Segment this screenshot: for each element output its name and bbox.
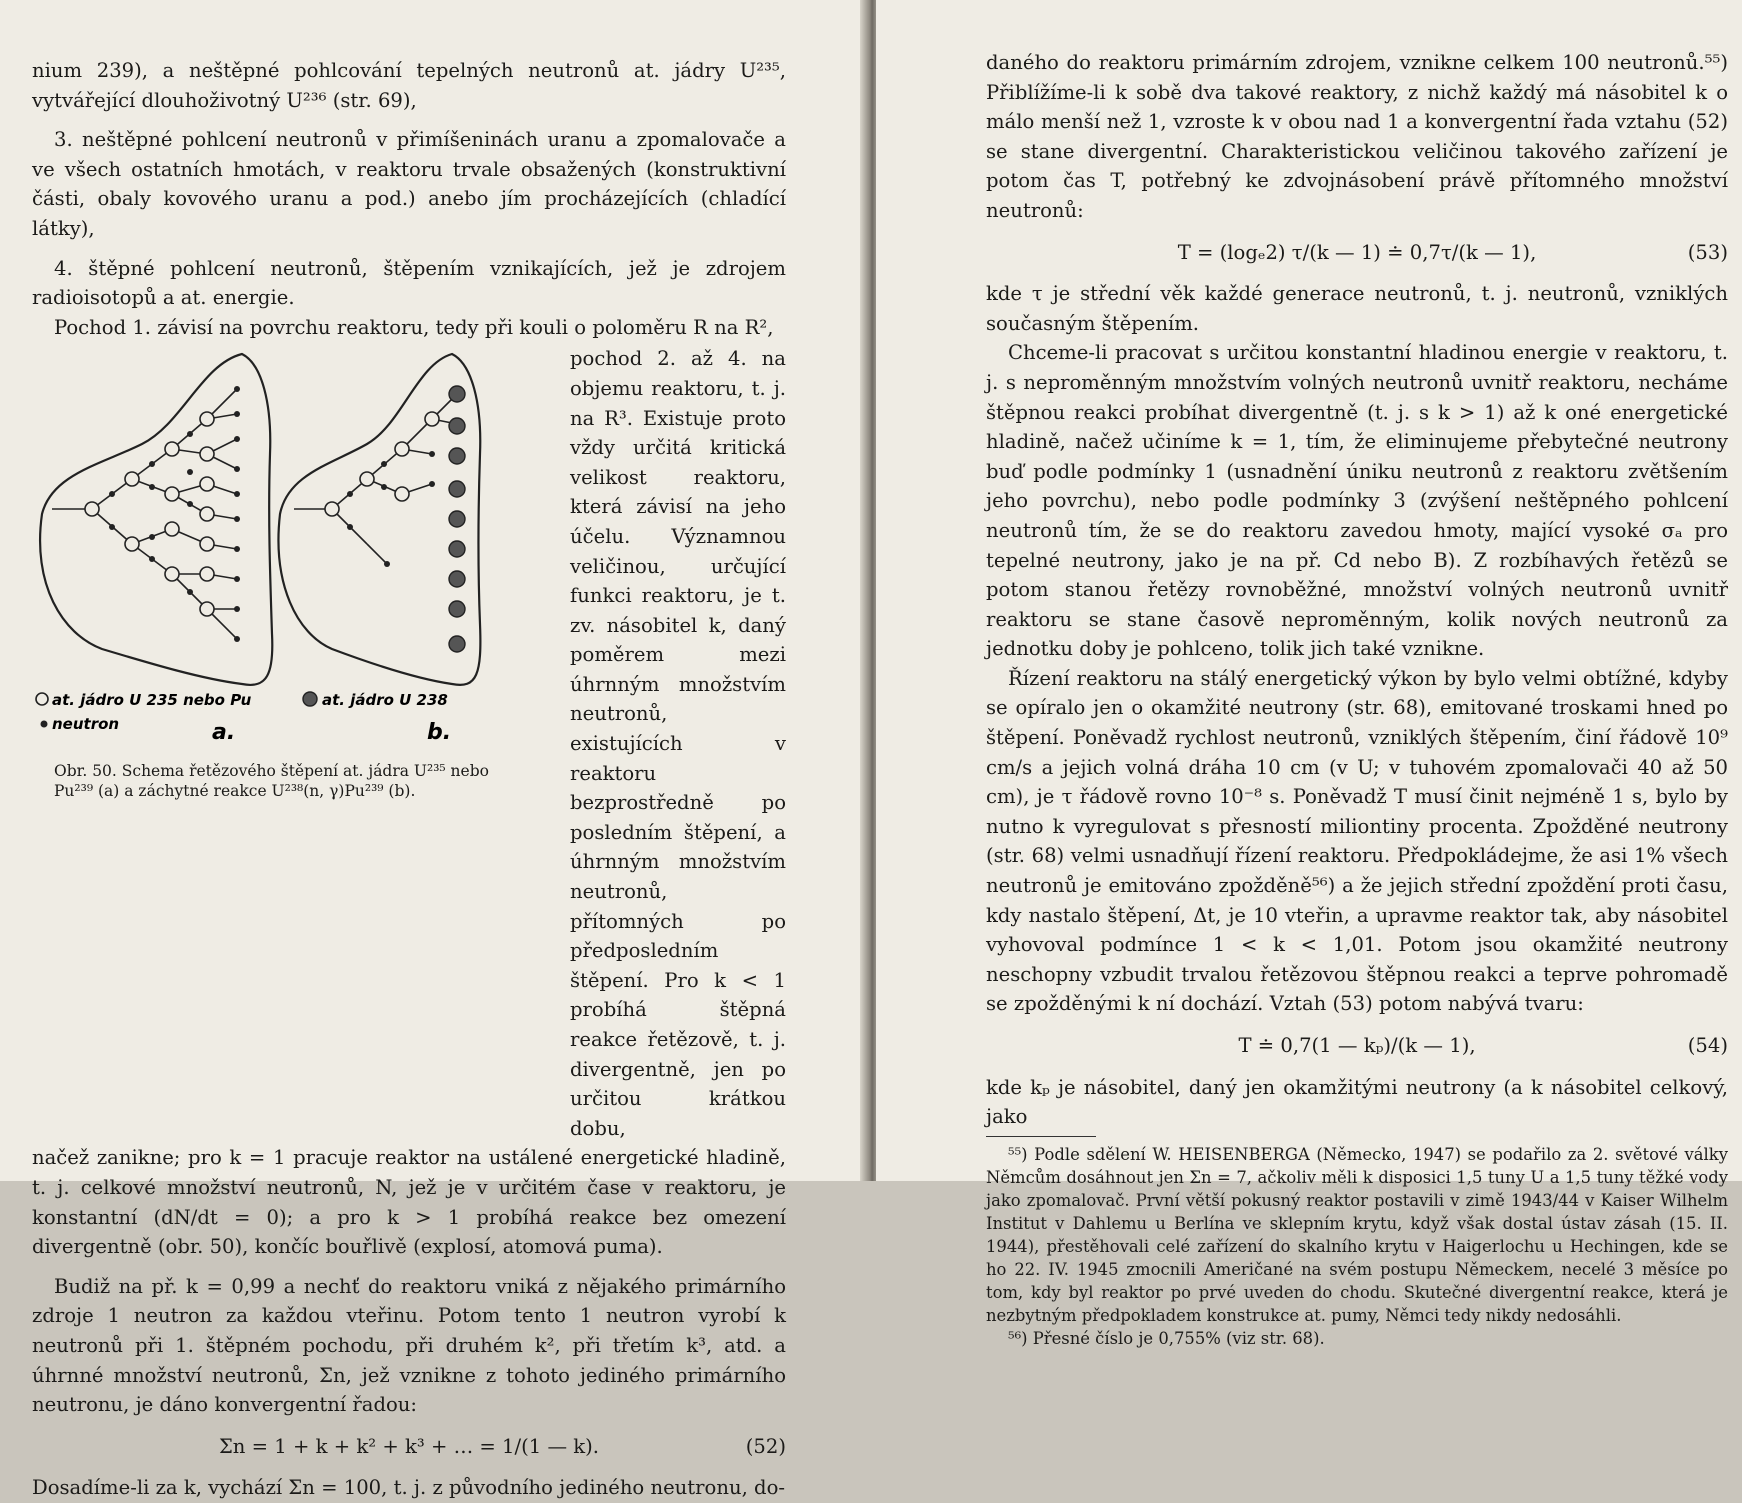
left-paragraph-2: 3. neštěpné pohlcení neutronů v přimíšeninách uranu a zpomalovače a ve všech ostatních hmotách, v reaktoru trvale obsažených (konstruktivní části, obaly kovového uranu a pod.) anebo jím procházejících (chladící látky),: [32, 128, 786, 240]
right-paragraph-1: daného do reaktoru primárním zdrojem, vznikne celkem 100 neutronů.⁵⁵) Přiblížíme-li k sobě dva takové reaktory, z nichž každý má násobitel k o málo menší než 1, vzroste k v obou nad 1 a konvergentní řada vztahu (52) se stane divergentní. Charakteristickou veličinou takového zařízení je potom čas T, potřebný ke zdvojnásobení právě přítomného množství neutronů:: [986, 51, 1728, 222]
left-paragraph-1: nium 239), a neštěpné pohlcování tepelných neutronů at. jádry U²³⁵, vytvářející dlouhoživotný U²³⁶ (str. 69),: [32, 59, 786, 112]
equation-53: [986, 238, 1728, 268]
right-paragraph-2: kde τ je střední věk každé generace neutronů, t. j. neutronů, vzniklých současným štěpením.: [986, 282, 1728, 335]
left-paragraph-7: Dosadíme-li za k, vychází Σn = 100, t. j. z původního jediného neutronu, do-: [32, 1476, 785, 1500]
right-page: [876, 0, 1742, 1348]
left-paragraph-4: Pochod 1. závisí na povrchu reaktoru, tedy při kouli o poloměru R na R²,: [54, 315, 774, 339]
figure-caption: Obr. 50. Schema řetězového štěpení at. jádra U²³⁵ nebo Pu²³⁹ (a) a záchytné reakce U²³⁸(n, γ)Pu²³⁹ (b).: [54, 761, 489, 800]
legend-open-circle-icon: [36, 693, 48, 705]
footnote-56: ⁵⁶) Přesné číslo je 0,755% (viz str. 68).: [1008, 1328, 1325, 1348]
equation-52-number: (52): [745, 1434, 786, 1458]
right-paragraph-4: Řízení reaktoru na stálý energetický výkon by bylo velmi obtížné, kdyby se opíralo jen o okamžité neutrony (str. 68), emitované troskami hned po štěpení. Poněvadž rychlost neutronů, vzniklých štěpením, činí řádově 10⁹ cm/s a jejich volná dráha 10 cm (v U; v tuhovém zpomalovači 40 až 50 cm), je τ řádově rovno 10⁻⁸ s. Poněvadž T musí činit nejméně 1 s, bylo by nutno k vyregulovat s přesností miliontiny procenta. Zpožděné neutrony (str. 68) velmi usnadňují řízení reaktoru. Předpokládejme, že asi 1% všech neutronů je emitováno zpožděně⁵⁶) a že jejich střední zpoždění proti času, kdy nastalo štěpení, Δt, je 10 vteřin, a upravme reaktor tak, aby násobitel vyhovoval podmínce 1 < k < 1,01. Potom jsou okamžité neutrony neschopny vzbudit trvalou řetězovou štěpnou reakci a teprve pohromadě se zpožděnými k ní dochází. Vztah (53) potom nabývá tvaru:: [986, 666, 1728, 1016]
left-page: [0, 0, 866, 1500]
figure-label-a: a.: [212, 720, 236, 746]
footnotes: [986, 1143, 1728, 1350]
equation-54-number: (54): [1687, 1034, 1728, 1057]
figure-label-b: b.: [427, 720, 452, 746]
left-side-paragraph: pochod 2. až 4. na objemu reaktoru, t. j. na R³. Existuje proto vždy určitá kritická velikost reaktoru, která závisí na jeho účelu. Významnou veličinou, určující funkci reaktoru, je t. zv. násobitel k, daný poměrem mezi úhrnným množstvím neutronů, existujících v reaktoru bezprostředně po posledním štěpení, a úhrnným množstvím neutronů, přítomných po předposledním štěpení. Pro k < 1 probíhá štěpná reakce řetězově, t. j. divergentně, jen po určitou krátkou dobu,: [570, 347, 786, 1140]
equation-53-text: T = (logₑ2) τ/(k — 1) ≐ 0,7τ/(k — 1),: [1177, 240, 1537, 264]
equation-53-number: (53): [1687, 240, 1728, 264]
equation-52: [32, 1432, 786, 1462]
right-page-text: [986, 48, 1728, 1350]
footnote-divider: [986, 1136, 1096, 1137]
right-paragraph-5: kde kₚ je násobitel, daný jen okamžitými neutrony (a k násobitel celkový, jako: [986, 1075, 1728, 1129]
figure-50: [32, 344, 552, 1143]
figure-side-text: [570, 344, 786, 1143]
legend-dot-icon: [41, 721, 48, 728]
legend-neutron: neutron: [52, 715, 120, 734]
equation-54: [986, 1031, 1728, 1061]
figure-block: [32, 344, 786, 1143]
left-paragraph-6: Budiž na př. k = 0,99 a nechť do reaktoru vniká z nějakého primárního zdroje 1 neutron za každou vteřinu. Potom tento 1 neutron vyrobí k neutronů při 1. štěpném pochodu, při druhém k², při třetím k³, atd. a úhrnné množství neutronů, Σn, jež vznikne z tohoto jediného primárního neutronu, je dáno konvergentní řadou:: [32, 1274, 786, 1417]
right-paragraph-3: Chceme-li pracovat s určitou konstantní hladinou energie v reaktoru, t. j. s neproměnným množstvím volných neutronů uvnitř reaktoru, necháme štěpnou reakci probíhat divergentně (t. j. s k > 1) až k oné energetické hladině, načež učiníme k = 1, tím, že eliminujeme přebytečné neutrony buď podle podmínky 1 (usnadnění úniku neutronů z reaktoru zvětšením jeho povrchu), nebo podle podmínky 3 (zvýšení neštěpného pohlcení neutronů tím, že se do reaktoru zavedou hmoty, mající vysoké σₐ pro tepelné neutrony, jako je na př. Cd nebo B). Z rozbíhavých řetězů se potom stanou řetězy rovnoběžné, množství volných neutronů uvnitř reaktoru se stane časově neproměnným, kolik nových neutronů za jednotku doby je pohlceno, tolik jich také vznikne.: [986, 341, 1728, 661]
legend-hatched-circle-icon: [303, 692, 317, 706]
equation-54-text: T ≐ 0,7(1 — kₚ)/(k — 1),: [1238, 1034, 1476, 1057]
legend-u238: at. jádro U 238: [322, 691, 448, 710]
footnote-55: ⁵⁵) Podle sdělení W. HEISENBERGA (Německo, 1947) se podařilo za 2. světové války Němcům dosáhnout jen Σn = 7, ačkoliv měli k disposici 1,5 tuny U a 1,5 tuny těžké vody jako zpomalovač. První větší pokusný reaktor postavili v zimě 1943/44 v Kaiser Wilhelm Institut v Dahlemu u Berlína ve sklepním krytu, když však dostal ústav zásah (15. II. 1944), přestěhovali celé zařízení do skalního krytu v Haigerlochu u Hechingen, kde se ho 22. IV. 1945 zmocnili Američané na svém postupu Německem, necelé 3 měsíce po tom, kdy byl reaktor po prvé uveden do chodu. Skutečné divergentní reakce, která je nezbytným předpokladem konstrukce at. pumy, Němci tedy nikdy nedosáhli.: [986, 1144, 1728, 1325]
equation-52-text: Σn = 1 + k + k² + k³ + … = 1/(1 — k).: [218, 1434, 600, 1458]
left-page-text: [32, 56, 786, 1503]
left-paragraph-5: načež zanikne; pro k = 1 pracuje reaktor na ustálené energetické hladině, t. j. celkové množství neutronů, N, jež je v určitém čase v reaktoru, je konstantní (dN/dt = 0); a pro k > 1 probíhá reakce bez omezení divergentně (obr. 50), končíc bouřlivě (explosí, atomová puma).: [32, 1146, 786, 1259]
legend-u235: at. jádro U 235 nebo Pu: [52, 691, 252, 710]
chain-fission-diagram: [32, 344, 552, 744]
left-paragraph-3: 4. štěpné pohlcení neutronů, štěpením vznikajících, jež je zdrojem radioisotopů a at. energie.: [32, 256, 786, 310]
